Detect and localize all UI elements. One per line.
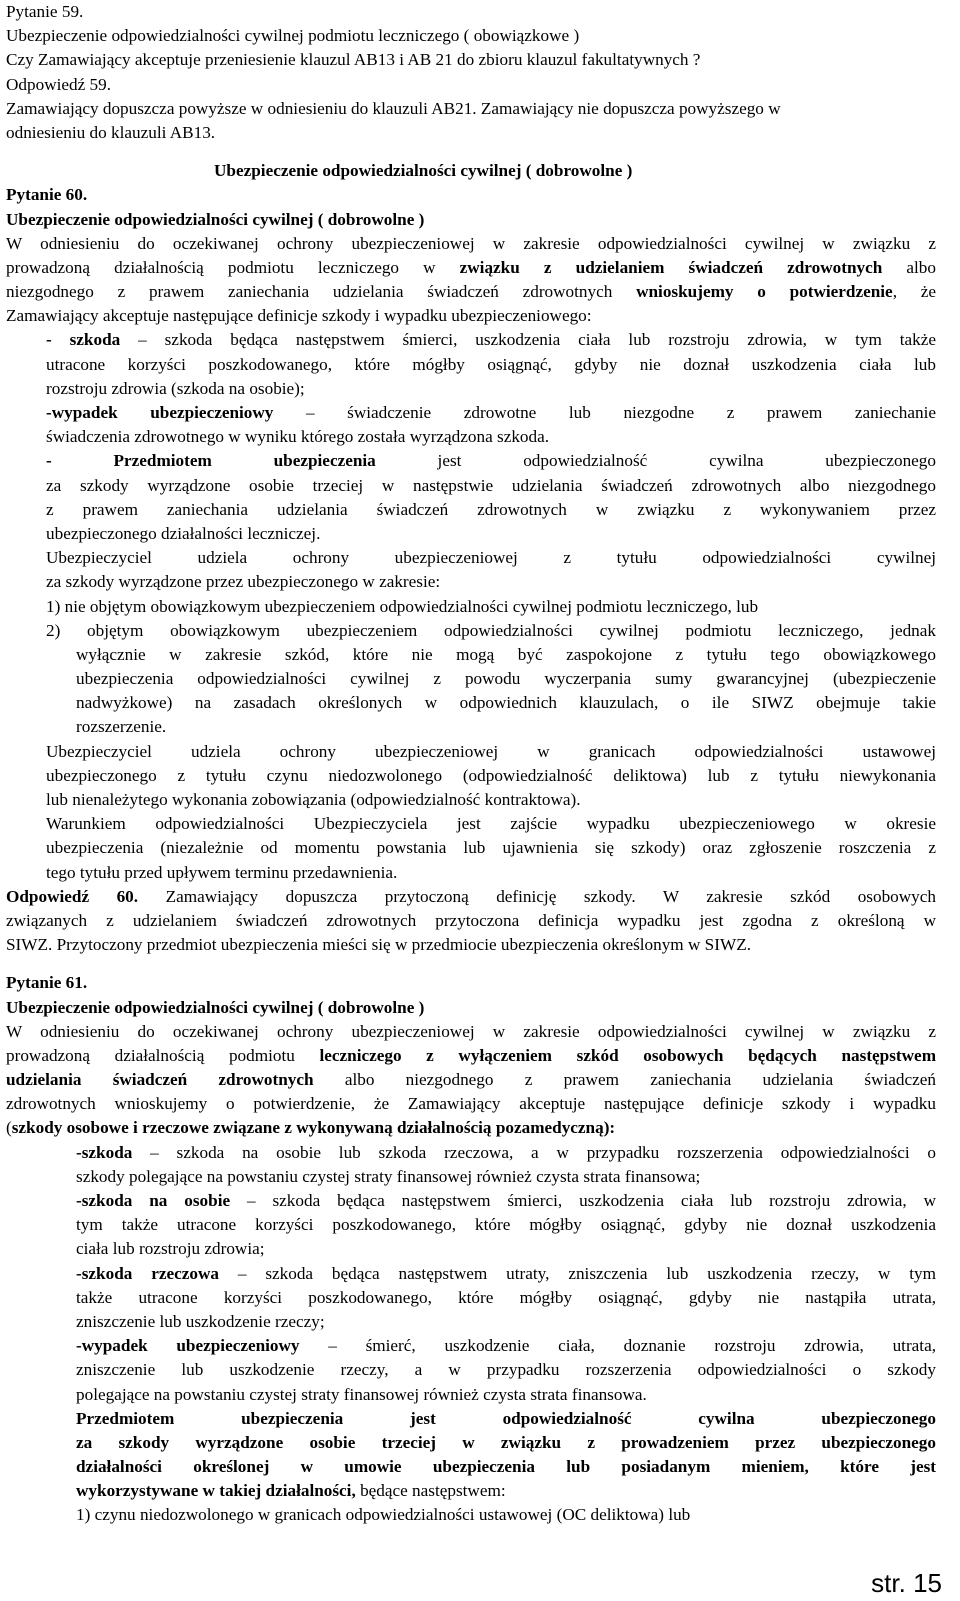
definition-line: także utracone korzyści poszkodowanego, które mógłby osiągnąć, gdyby nie nastąpiła utrata,: [76, 1287, 936, 1307]
list-item: 2) objętym obowiązkowym ubezpieczeniem odpowiedzialności cywilnej podmiotu leczniczego, jednak: [46, 620, 936, 640]
spacer: [6, 145, 936, 159]
paragraph-line: zdrowotnych wnioskujemy o potwierdzenie, że Zamawiający akceptuje następujące definicje szkody i wypadku: [6, 1094, 936, 1114]
answer-title: Odpowiedź 59.: [6, 74, 112, 94]
definition-line: polegające na powstaniu czystej straty finansowej również czysta strata finansowa.: [76, 1384, 647, 1404]
question-heading: Ubezpieczenie odpowiedzialności cywilnej ( dobrowolne ): [6, 209, 425, 229]
question-title: Pytanie 60.: [6, 185, 88, 205]
document-page: [6, 0, 936, 1528]
subject-line: działalności określonej w umowie ubezpieczenia lub posiadanym mieniem, które jest: [76, 1457, 936, 1477]
liability-line: lub nienależytego wykonania zobowiązania (odpowiedzialność kontraktowa).: [46, 790, 581, 809]
paragraph-line: (szkody osobowe i rzeczowe związane z wykonywaną działalnością pozamedyczną):: [6, 1118, 616, 1138]
subject-line: za szkody wyrządzone osobie trzeciej w następstwie udzielania świadczeń zdrowotnych albo niezgodnego: [46, 475, 936, 495]
definition-szkoda-rzeczowa: -szkoda rzeczowa – szkoda będąca następstwem utraty, zniszczenia lub uszkodzenia rzeczy, w tym: [76, 1263, 936, 1283]
definition-line: zniszczenie lub uszkodzenie rzeczy, a w przypadku rozszerzenia odpowiedzialności o szkody: [76, 1360, 936, 1380]
coverage-line: Ubezpieczyciel udziela ochrony ubezpieczeniowej z tytułu odpowiedzialności cywilnej: [46, 548, 936, 568]
question-title: Pytanie 61.: [6, 973, 88, 993]
paragraph-line: niezgodnego z prawem zaniechania udzielania świadczeń zdrowotnych wnioskujemy o potwierdzenie, że: [6, 282, 936, 302]
coverage-line: za szkody wyrządzone przez ubezpieczonego w zakresie:: [46, 572, 441, 592]
subject-line: wykorzystywane w takiej działalności, będące następstwem:: [76, 1481, 506, 1501]
section-heading: Ubezpieczenie odpowiedzialności cywilnej ( dobrowolne ): [214, 161, 633, 181]
subject-line: ubezpieczonego działalności leczniczej.: [46, 523, 321, 543]
liability-line: Ubezpieczyciel udziela ochrony ubezpieczeniowej w granicach odpowiedzialności ustawowej: [46, 741, 936, 761]
list-item-line: nadwyżkowe) na zasadach określonych w odpowiednich klauzulach, o ile SIWZ obejmuje takie: [76, 693, 936, 713]
condition-line: ubezpieczenia (niezależnie od momentu powstania lub ujawnienia się szkody) oraz zgłoszenie roszczenia z: [46, 838, 936, 858]
subject-line: z prawem zaniechania udzielania świadczeń zdrowotnych w związku z wykonywaniem przez: [46, 499, 936, 519]
spacer: [6, 957, 936, 971]
liability-line: ubezpieczonego z tytułu czynu niedozwolonego (odpowiedzialność deliktowa) lub z tytułu niewykonania: [46, 765, 936, 785]
list-item-line: rozszerzenie.: [76, 717, 167, 737]
definition-line: świadczenia zdrowotnego w wyniku którego została wyrządzona szkoda.: [46, 427, 550, 447]
paragraph-line: W odniesieniu do oczekiwanej ochrony ubezpieczeniowej w zakresie odpowiedzialności cywilnej w związku z: [6, 233, 936, 253]
definition-wypadek: -wypadek ubezpieczeniowy – świadczenie zdrowotne lub niezgodne z prawem zaniechanie: [46, 403, 936, 422]
definition-szkoda-na-osobie: -szkoda na osobie – szkoda będąca następstwem śmierci, uszkodzenia ciała lub rozstroju zdrowia, w: [76, 1191, 936, 1210]
definition-line: utracone korzyści poszkodowanego, które mógłby osiągnąć, gdyby nie doznał uszkodzenia ciała lub: [46, 354, 936, 374]
definition-line: szkody polegające na powstaniu czystej straty finansowej również czysta strata finansowa;: [76, 1166, 701, 1186]
paragraph-line: udzielania świadczeń zdrowotnych albo niezgodnego z prawem zaniechania udzielania świadczeń: [6, 1070, 937, 1090]
subject-line: - Przedmiotem ubezpieczenia jest odpowiedzialność cywilna ubezpieczonego: [46, 451, 936, 471]
definition-szkoda: - szkoda – szkoda będąca następstwem śmierci, uszkodzenia ciała lub rozstroju zdrowia, w tym także: [46, 330, 936, 350]
question-text: Czy Zamawiający akceptuje przeniesienie klauzul AB13 i AB 21 do zbioru klauzul fakultatywnych ?: [6, 50, 701, 70]
list-item-line: wyłącznie w zakresie szkód, które nie mogą być zaspokojone z tytułu tego obowiązkowego: [76, 644, 936, 664]
definition-line: tym także utracone korzyści poszkodowanego, które mógłby osiągnąć, gdyby nie doznał uszkodzenia: [76, 1215, 936, 1235]
paragraph-line: prowadzoną działalnością podmiotu leczniczego w związku z udzielaniem świadczeń zdrowotnych albo: [6, 257, 936, 277]
answer-text: Zamawiający dopuszcza powyższe w odniesieniu do klauzuli AB21. Zamawiający nie dopuszcza powyższego w: [6, 98, 781, 118]
question-heading: Ubezpieczenie odpowiedzialności cywilnej ( dobrowolne ): [6, 997, 425, 1017]
subject-line: Przedmiotem ubezpieczenia jest odpowiedzialność cywilna ubezpieczonego: [76, 1408, 936, 1428]
paragraph-line: prowadzoną działalnością podmiotu leczniczego z wyłączeniem szkód osobowych będących następstwem: [6, 1045, 937, 1065]
question-title: Pytanie 59.: [6, 2, 84, 21]
subject-line: za szkody wyrządzone osobie trzeciej w związku z prowadzeniem przez ubezpieczonego: [76, 1432, 936, 1452]
list-item: 1) czynu niedozwolonego w granicach odpowiedzialności ustawowej (OC deliktowa) lub: [76, 1505, 691, 1525]
list-item: 1) nie objętym obowiązkowym ubezpieczeniem odpowiedzialności cywilnej podmiotu leczniczego, lub: [46, 596, 759, 616]
definition-wypadek: -wypadek ubezpieczeniowy – śmierć, uszkodzenie ciała, doznanie rozstroju zdrowia, utrata,: [76, 1336, 936, 1356]
paragraph-line: W odniesieniu do oczekiwanej ochrony ubezpieczeniowej w zakresie odpowiedzialności cywilnej w związku z: [6, 1021, 936, 1041]
definition-line: zniszczenie lub uszkodzenie rzeczy;: [76, 1311, 325, 1331]
definition-szkoda: -szkoda – szkoda na osobie lub szkoda rzeczowa, a w przypadku rozszerzenia odpowiedzialności o: [76, 1142, 936, 1162]
answer-text: SIWZ. Przytoczony przedmiot ubezpieczenia mieści się w przedmiocie ubezpieczenia określonym w SIWZ.: [6, 935, 751, 955]
paragraph-line: Zamawiający akceptuje następujące definicje szkody i wypadku ubezpieczeniowego:: [6, 306, 592, 326]
definition-line: ciała lub rozstroju zdrowia;: [76, 1239, 265, 1259]
page-number: str. 15: [871, 1567, 942, 1598]
condition-line: Warunkiem odpowiedzialności Ubezpieczyciela jest zajście wypadku ubezpieczeniowego w okresie: [46, 814, 936, 834]
answer-text: odniesieniu do klauzuli AB13.: [6, 122, 216, 142]
answer-text: Odpowiedź 60. Zamawiający dopuszcza przytoczoną definicję szkody. W zakresie szkód osobowych: [6, 886, 936, 906]
answer-text: związanych z udzielaniem świadczeń zdrowotnych przytoczona definicja wypadku jest zgodna z określoną w: [6, 910, 936, 930]
question-heading: Ubezpieczenie odpowiedzialności cywilnej podmiotu leczniczego ( obowiązkowe ): [6, 26, 580, 46]
list-item-line: ubezpieczenia odpowiedzialności cywilnej z powodu wyczerpania sumy gwarancyjnej (ubezpieczenie: [76, 669, 936, 689]
definition-line: rozstroju zdrowia (szkoda na osobie);: [46, 378, 305, 398]
condition-line: tego tytułu przed upływem terminu przedawnienia.: [46, 862, 398, 882]
